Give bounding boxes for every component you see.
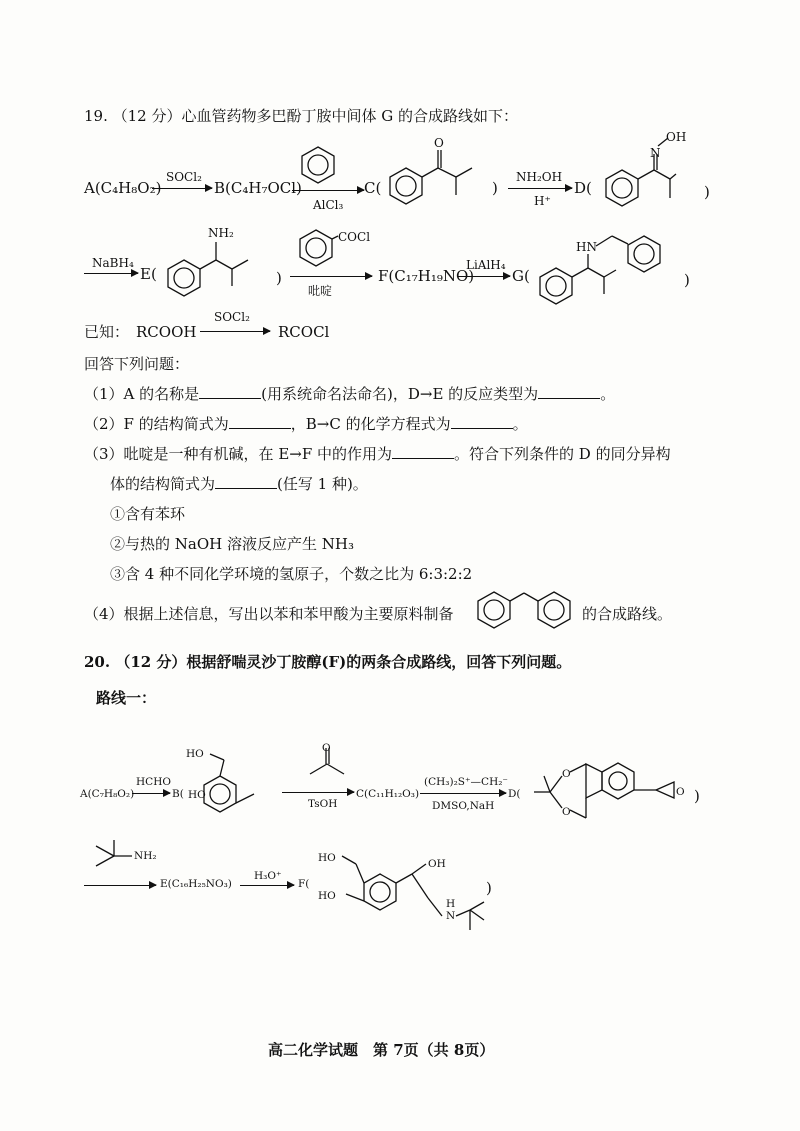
- q20-f-ho: HO: [318, 890, 336, 902]
- q19-known-reagent: SOCl₂: [214, 310, 250, 324]
- q20-d-oxygen-top: O: [562, 768, 571, 780]
- q19-sub3-c: 体的结构简式为: [110, 475, 216, 493]
- q20-nh2: NH₂: [134, 850, 157, 862]
- q19-d-close: ): [704, 183, 710, 201]
- q20-d-epoxide-o: O: [676, 786, 685, 798]
- q20-f-oh: OH: [428, 858, 446, 870]
- q19-arrow-6: [458, 276, 510, 277]
- q19-known-prefix: 已知：: [84, 323, 130, 341]
- q19-reagent-h: H⁺: [534, 194, 551, 208]
- q19-reagent-cocl: COCl: [338, 230, 371, 244]
- q20-d-close: ): [694, 787, 700, 805]
- q19-title: 19. （12 分）心血管药物多巴酚丁胺中间体 G 的合成路线如下：: [84, 107, 518, 125]
- q19-arrow-3: [508, 188, 572, 189]
- q19-sub4-a: （4）根据上述信息，写出以苯和苯甲酸为主要原料制备: [84, 605, 454, 623]
- q20-compound-b-open: B(: [172, 788, 184, 800]
- q19-answer-prompt: 回答下列问题：: [84, 355, 190, 373]
- q19-sub1-a: （1）A 的名称是: [84, 385, 200, 403]
- q19-sub3-b: 。符合下列条件的 D 的同分异构: [454, 445, 671, 463]
- q19-compound-e-open: E(: [140, 265, 157, 283]
- q19-sub2: [84, 414, 528, 434]
- q20-f-n: N: [446, 910, 456, 922]
- q19-sub1-b: (用系统命名法命名)，D→E 的反应类型为: [261, 385, 539, 403]
- q19-sub3-a: （3）吡啶是一种有机碱，在 E→F 中的作用为: [84, 445, 393, 463]
- q20-d-oxygen-bottom: O: [562, 806, 571, 818]
- q20-title: 20. （12 分）根据舒喘灵沙丁胺醇(F)的两条合成路线，回答下列问题。: [84, 653, 572, 671]
- q20-compound-d-open: D(: [508, 788, 521, 800]
- q20-arrow-5: [240, 885, 294, 886]
- q19-known-left: RCOOH: [136, 323, 197, 341]
- answer-blank[interactable]: [199, 384, 261, 399]
- q20-route-label: 路线一：: [96, 689, 157, 707]
- q19-condition-3: ③含 4 种不同化学环境的氢原子，个数之比为 6:3:2:2: [110, 565, 473, 583]
- q20-f-ho-top: HO: [318, 852, 336, 864]
- q19-compound-b: B(C₄H₇OCl): [214, 179, 302, 197]
- q19-d-oh: OH: [666, 130, 687, 144]
- q20-arrow-4: [84, 885, 156, 886]
- q19-compound-c-open: C(: [364, 179, 382, 197]
- q19-known-arrow: [200, 331, 270, 332]
- q19-sub3-d: (任写 1 种)。: [277, 475, 368, 493]
- q19-sub1: [84, 384, 615, 404]
- q20-arrow-1: [132, 793, 170, 794]
- q19-compound-f: F(C₁₇H₁₉NO): [378, 267, 475, 285]
- q20-compound-c: C(C₁₁H₁₂O₃): [356, 788, 420, 800]
- q20-b-ho: HO: [188, 789, 206, 801]
- q19-sub4-b: 的合成路线。: [582, 605, 673, 623]
- q20-f-h: H: [446, 898, 456, 910]
- q19-e-nh2: NH₂: [208, 226, 234, 240]
- q19-reagent-nabh4: NaBH₄: [92, 256, 134, 270]
- q19-g-hn: HN: [576, 240, 597, 254]
- page-footer: 高二化学试题 第 7页（共 8页）: [268, 1041, 495, 1059]
- q19-sub1-end: 。: [600, 385, 616, 403]
- q20-structure-d: [520, 746, 700, 830]
- q19-reagent-alcl3: AlCl₃: [313, 198, 344, 212]
- q19-known-right: RCOCl: [278, 323, 330, 341]
- q19-g-close: ): [684, 271, 690, 289]
- q19-arrow-4: [84, 273, 138, 274]
- q19-reagent-socl2: SOCl₂: [166, 170, 202, 184]
- q19-structure-g: [532, 222, 682, 314]
- q19-benzoyl-ring: [296, 228, 336, 268]
- q19-compound-d-open: D(: [574, 179, 592, 197]
- q20-arrow-3: [420, 793, 506, 794]
- q20-b-ho-top: HO: [186, 748, 204, 760]
- q19-reagent-nh2oh: NH₂OH: [516, 170, 563, 184]
- q19-d-nitrogen: N: [650, 146, 661, 160]
- answer-blank[interactable]: [229, 414, 291, 429]
- q19-e-close: ): [276, 269, 282, 287]
- answer-blank[interactable]: [451, 414, 513, 429]
- q19-arrow-1: [152, 188, 212, 189]
- q19-reagent-pyridine: 吡啶: [308, 284, 333, 298]
- q19-c-close: ): [492, 179, 498, 197]
- q19-compound-g-open: G(: [512, 267, 530, 285]
- q20-reagent-h3o: H₃O⁺: [254, 870, 282, 882]
- q20-compound-e: E(C₁₆H₂₅NO₃): [160, 878, 232, 890]
- q19-sub2-b: ，B→C 的化学方程式为: [290, 415, 451, 433]
- answer-blank[interactable]: [538, 384, 600, 399]
- answer-blank[interactable]: [215, 474, 277, 489]
- q19-sub3: [84, 444, 671, 464]
- q19-benzene-reagent: [298, 145, 338, 185]
- q19-sub2-end: 。: [512, 415, 528, 433]
- q19-arrow-2: [292, 190, 364, 191]
- q20-compound-f-open: F(: [298, 878, 310, 890]
- q19-condition-2: ②与热的 NaOH 溶液反应产生 NH₃: [110, 535, 354, 553]
- q20-acetone-o: O: [322, 742, 331, 754]
- q20-reagent-hcho: HCHO: [136, 776, 171, 788]
- q19-sub3-line2: [110, 474, 368, 494]
- q19-compound-a: A(C₄H₈O₂): [84, 179, 162, 197]
- q19-structure-c: [380, 138, 490, 218]
- q20-f-close: ): [486, 879, 492, 897]
- q20-arrow-2: [282, 792, 354, 793]
- q19-reagent-lialh4: LiAlH₄: [466, 258, 506, 272]
- q19-structure-d: [596, 128, 706, 220]
- q19-sub2-a: （2）F 的结构简式为: [84, 415, 229, 433]
- q19-arrow-5: [290, 276, 372, 277]
- q20-structure-f: [310, 842, 510, 946]
- q20-reagent-dmso: DMSO,NaH: [432, 800, 495, 812]
- answer-blank[interactable]: [392, 444, 454, 459]
- q20-compound-a: A(C₇H₈O₂): [80, 788, 135, 800]
- q19-condition-1: ①含有苯环: [110, 505, 186, 523]
- q20-reagent-tsoh: TsOH: [308, 798, 338, 810]
- q19-c-oxygen: O: [434, 136, 444, 150]
- q20-reagent-ylide: (CH₃)₂S⁺—CH₂⁻: [424, 776, 508, 788]
- q19-diphenylmethane: [472, 584, 592, 636]
